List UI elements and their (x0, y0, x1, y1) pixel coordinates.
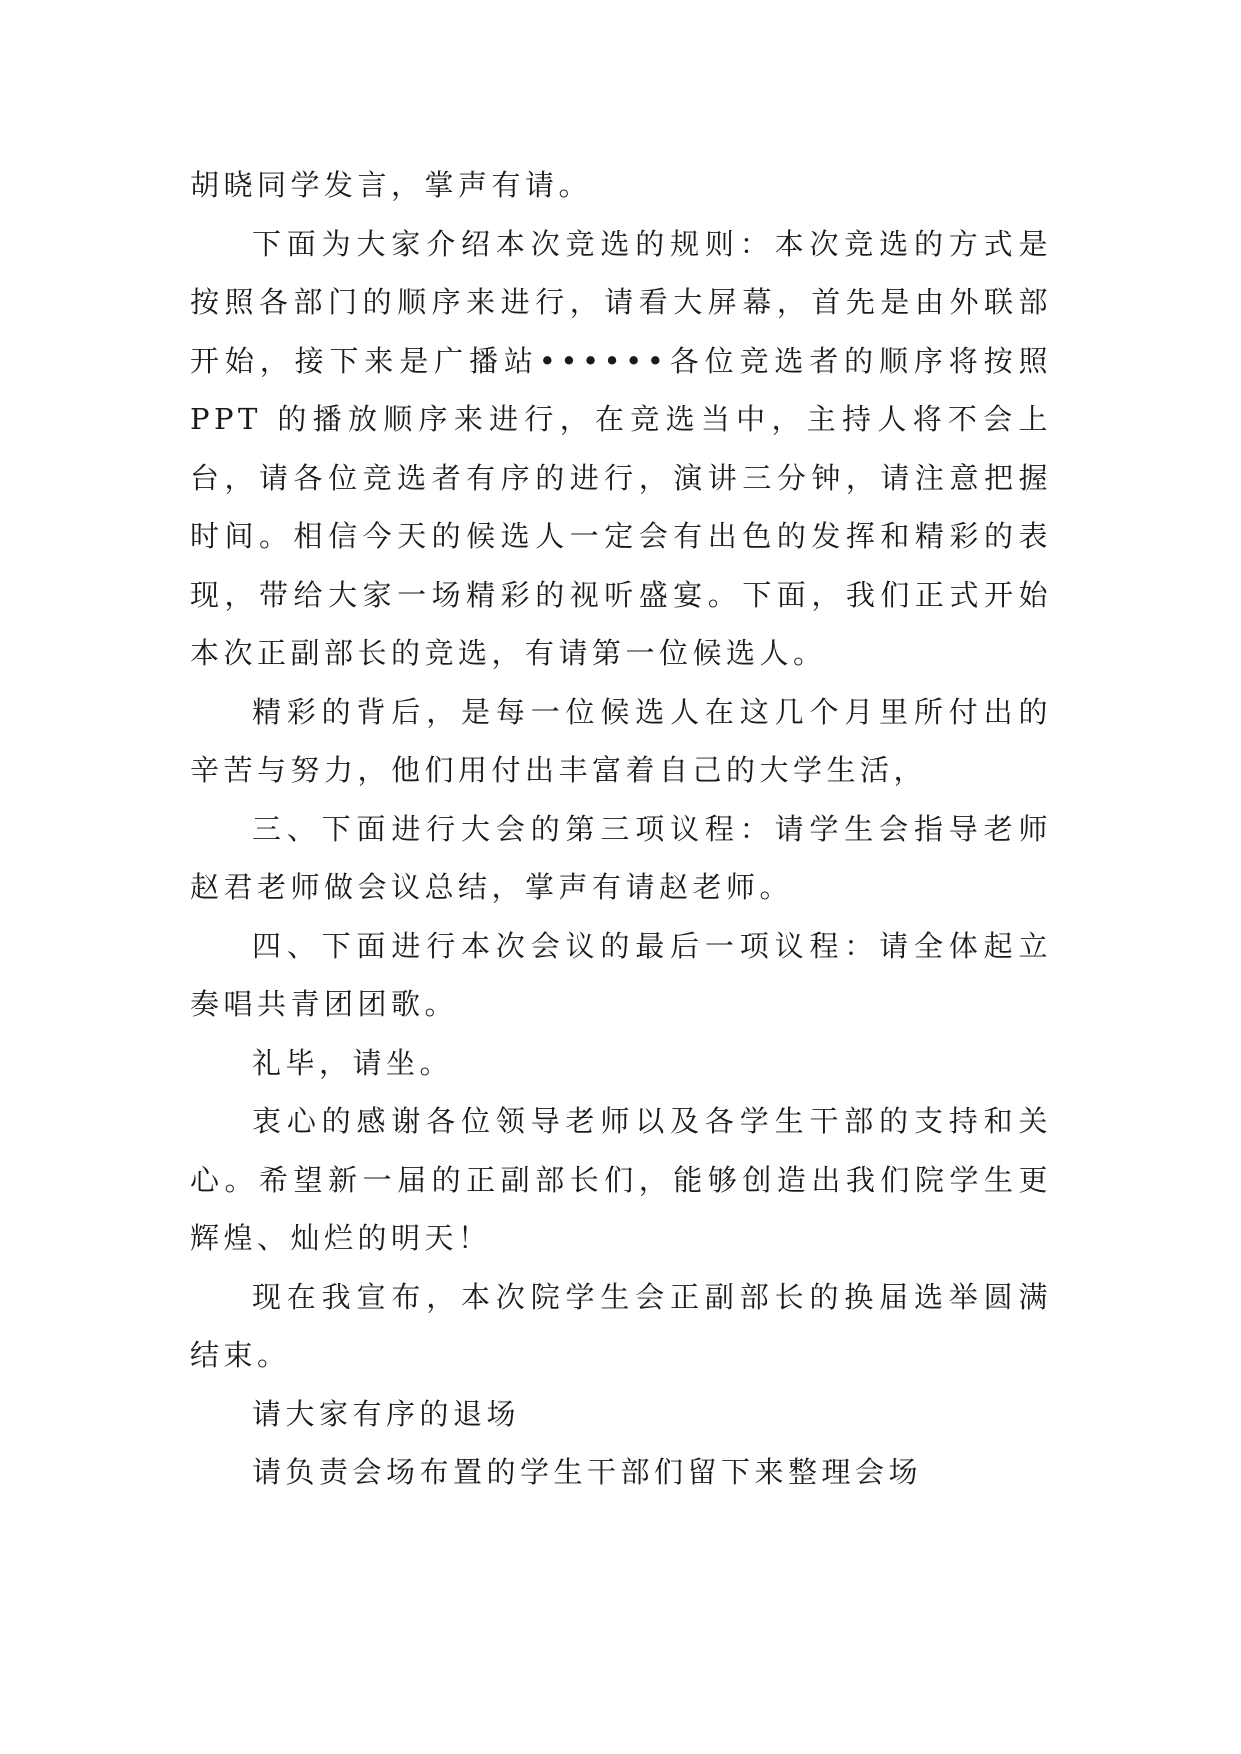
paragraph-5: 四、下面进行本次会议的最后一项议程：请全体起立奏唱共青团团歌。 (190, 928, 1052, 1021)
paragraph-7: 衷心的感谢各位领导老师以及各学生干部的支持和关心。希望新一届的正副部长们，能够创造出我们院学生更辉煌、灿烂的明天！ (190, 1104, 1052, 1255)
paragraph-4: 三、下面进行大会的第三项议程：请学生会指导老师赵君老师做会议总结，掌声有请赵老师。 (190, 811, 1052, 904)
paragraph-6: 礼毕，请坐。 (252, 1045, 454, 1080)
paragraph-3: 精彩的背后，是每一位候选人在这几个月里所付出的辛苦与努力，他们用付出丰富着自己的大学生活， (190, 694, 1052, 787)
paragraph-1: 胡晓同学发言，掌声有请。 (190, 168, 593, 202)
document-body (190, 156, 1052, 1502)
paragraph-10: 请负责会场布置的学生干部们留下来整理会场 (252, 1455, 923, 1489)
paragraph-9: 请大家有序的退场 (252, 1396, 521, 1431)
paragraph-2: 下面为大家介绍本次竞选的规则：本次竞选的方式是按照各部门的顺序来进行，请看大屏幕，首先是由外联部开始，接下来是广播站••••••各位竞选者的顺序将按照 PPT 的播放顺序来进行，在竞选当中，主持人将不会上台，请各位竞选者有序的进行，演讲三分钟，请注意把握时间。相信今天的候选人一定会有出色的发挥和精彩的表现，带给大家一场精彩的视听盛宴。下面，我们正式开始本次正副部长的竞选，有请第一位候选人。 (190, 226, 1052, 670)
paragraph-8: 现在我宣布，本次院学生会正副部长的换届选举圆满结束。 (190, 1279, 1052, 1372)
